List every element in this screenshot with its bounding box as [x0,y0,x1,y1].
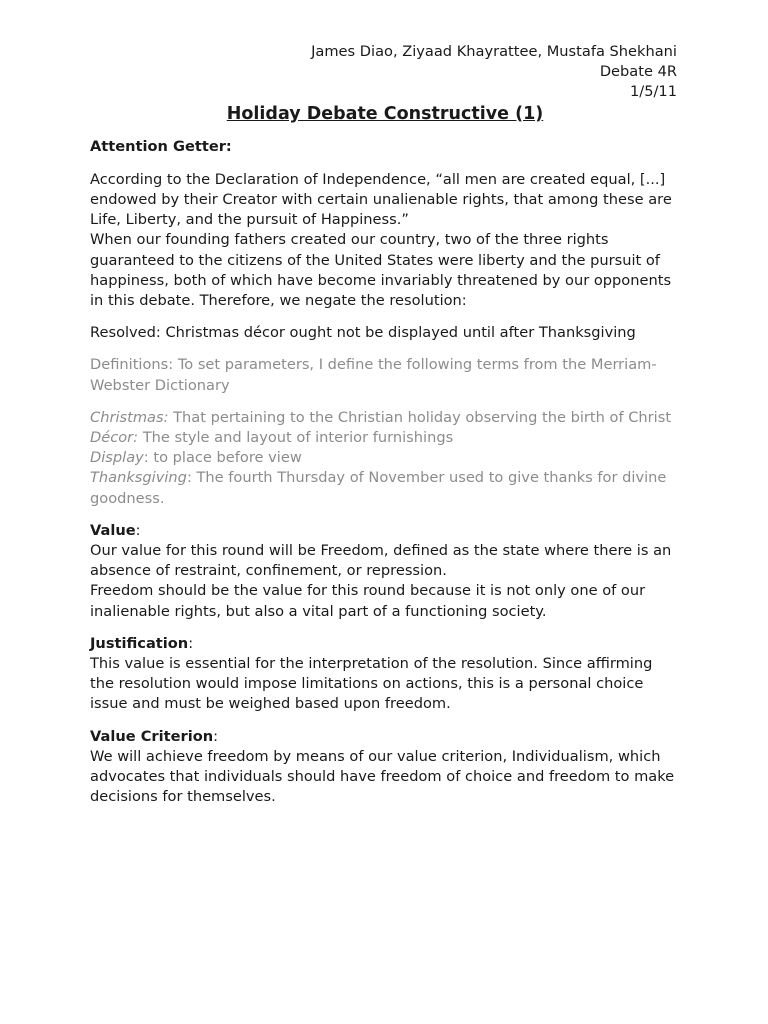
attention-getter-heading: Attention Getter: [90,137,232,155]
definition-item [90,468,680,508]
definitions-list [90,408,680,509]
value-criterion-label: Value Criterion [90,727,214,745]
justification-text: This value is essential for the interpretation of the resolution. Since affirming the resolution would impose limitations on actions, this is a personal choice issue and must be weighed based upon freedom. [90,655,653,713]
value-criterion-colon: : [213,727,219,745]
definition-text: The style and layout of interior furnishings [138,429,454,447]
value-criterion-heading [90,727,680,747]
value-section [90,521,680,622]
date-line: 1/5/11 [630,83,677,101]
definition-text: : to place before view [143,449,302,467]
value-heading [90,521,680,541]
definition-term: Display [90,449,144,467]
justification-section [90,634,680,715]
value-definition: Our value for this round will be Freedom, defined as the state where there is an absence of restraint, confinement, or repression. [90,542,672,580]
definition-text: That pertaining to the Christian holiday observing the birth of Christ [168,408,672,426]
author-header [90,42,677,103]
definition-term: Christmas: [90,408,169,426]
value-criterion-text: We will achieve freedom by means of our value criterion, Individualism, which advocates that individuals should have freedom of choice and freedom to make decisions for themselves. [90,747,675,806]
document-page [90,42,680,820]
founding-fathers-paragraph: When our founding fathers created our country, two of the three rights guaranteed to the citizens of the United States were liberty and the pursuit of happiness, both of which have become invariably threatened by our opponents in this debate. Therefore, we negate the resolution: [90,231,672,310]
justification-colon: : [188,634,194,652]
definition-item [90,428,680,448]
justification-heading [90,634,680,654]
definition-text: : The fourth Thursday of November used to give thanks for divine goodness. [90,469,667,507]
definition-item [90,448,680,468]
value-criterion-section [90,727,680,808]
value-label: Value [90,521,136,539]
declaration-quote-paragraph: According to the Declaration of Independence, “all men are created equal, [...] endowed by their Creator with certain unalienable rights, that among these are Life, Liberty, and the pursuit of Happiness.” [90,170,672,229]
resolution-statement: Resolved: Christmas décor ought not be displayed until after Thanksgiving [90,324,636,342]
document-title: Holiday Debate Constructive (1) [226,103,544,124]
definition-term: Thanksgiving [90,469,187,487]
definition-item [90,408,680,428]
value-rationale: Freedom should be the value for this round because it is not only one of our inalienable rights, but also a vital part of a functioning society. [90,582,646,620]
justification-label: Justification [90,634,189,652]
value-colon: : [135,521,141,539]
authors-line: James Diao, Ziyaad Khayrattee, Mustafa Shekhani [311,43,677,60]
definition-term: Décor: [90,429,139,447]
attention-getter-body [90,170,680,311]
definitions-intro: Definitions: To set parameters, I define the following terms from the Merriam-Webster Dictionary [90,356,657,394]
course-line: Debate 4R [599,63,677,81]
